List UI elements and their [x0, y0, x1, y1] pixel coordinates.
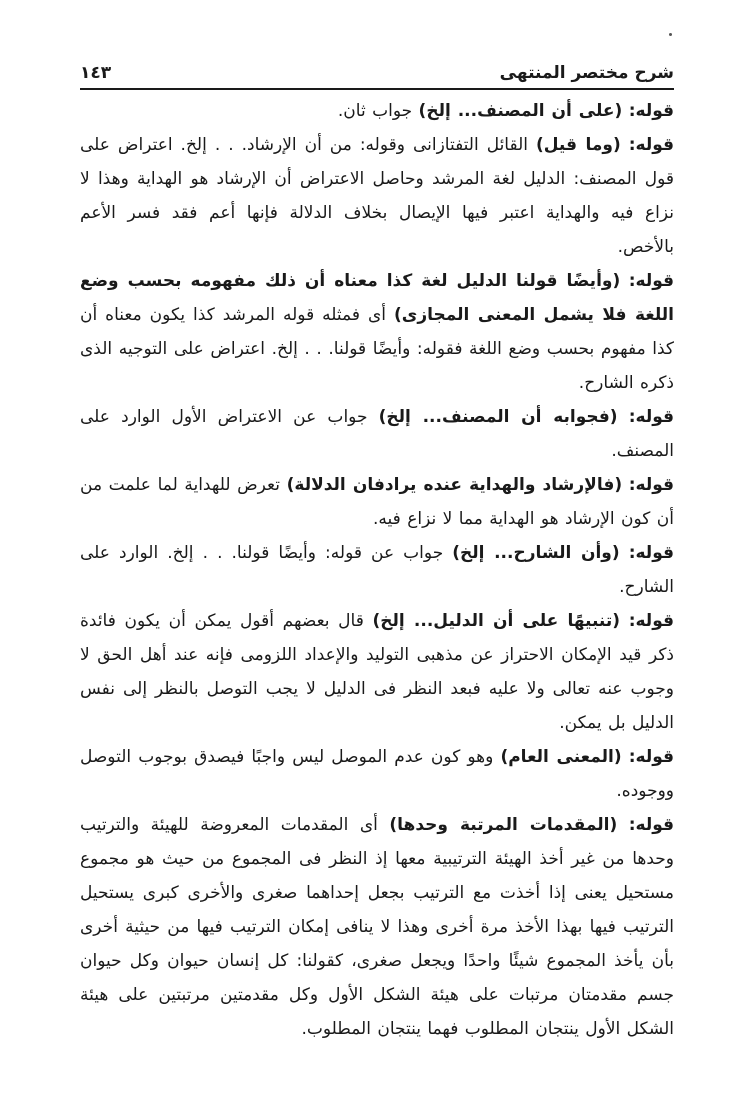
quoted-phrase: (على أن المصنف... إلخ)	[418, 101, 623, 121]
paragraph-label: قوله:	[628, 611, 674, 631]
quoted-phrase: (فالإرشاد والهداية عنده يرادفان الدلالة)	[286, 475, 623, 495]
paragraph-text: وهو كون عدم الموصل ليس واجبًا فيصدق بوجوب التوصل ووجوده.	[80, 747, 674, 801]
paragraph-text: جواب عن قوله: وأيضًا قولنا. . . إلخ. الوارد على الشارح.	[80, 543, 674, 597]
commentary-paragraph	[80, 400, 674, 468]
commentary-paragraph	[80, 468, 674, 536]
running-title: شرح مختصر المنتهى	[499, 63, 674, 83]
commentary-paragraph	[80, 94, 674, 128]
paragraph-text: القائل التفتازانى وقوله: من أن الإرشاد. . . إلخ. اعتراض على قول المصنف: الدليل لغة المرشد وحاصل الاعتراض أن الإرشاد هو الهداية وهذا لا نزاع فيه والهداية اعتبر فيها الإيصال بخلاف الدلالة فإنها أعم فقد فسر الأعم بالأخص.	[80, 135, 674, 257]
paragraph-label: قوله:	[628, 815, 675, 835]
paragraph-text: أى فمثله قوله المرشد كذا يكون معناه أن كذا مفهوم بحسب وضع اللغة فقوله: وأيضًا قولنا. . . إلخ. اعتراض على التوجيه الذى ذكره الشارح.	[80, 305, 674, 393]
paragraph-label: قوله:	[628, 101, 674, 121]
paragraph-text: تعرض للهداية لما علمت من أن كون الإرشاد هو الهداية مما لا نزاع فيه.	[80, 475, 674, 529]
paragraph-text: أى المقدمات المعروضة للهيئة والترتيب وحدها من غير أخذ الهيئة الترتيبية معها إذ النظر فى المجموع من حيث هو مجموع مستحيل يعنى إذا أخذت مع الترتيب بجعل إحداهما صغرى والأخرى كبرى يستحيل الترتيب فيها بهذا الأخذ مرة أخرى وهذا لا ينافى إمكان الترتيب فيها من حيثية أخرى بأن يأخذ المجموع شيئًا واحدًا ويجعل صغرى، كقولنا: كل إنسان حيوان وكل حيوان جسم مقدمتان مرتبات على هيئة الشكل الأول وكل مقدمتين مرتبتين على هيئة الشكل الأول ينتجان المطلوب فهما ينتجان المطلوب.	[80, 815, 674, 1039]
quoted-phrase: (وأيضًا قولنا الدليل لغة كذا معناه أن ذلك مفهومه بحسب وضع اللغة فلا يشمل المعنى المجازى)	[80, 271, 674, 325]
quoted-phrase: (وما قيل)	[535, 135, 621, 155]
commentary-paragraph	[80, 264, 674, 400]
quoted-phrase: (المعنى العام)	[500, 747, 622, 767]
quoted-phrase: (فجوابه أن المصنف... إلخ)	[378, 407, 618, 427]
commentary-paragraph	[80, 128, 674, 264]
quoted-phrase: (وأن الشارح... إلخ)	[452, 543, 620, 563]
paragraph-label: قوله:	[628, 747, 674, 767]
scan-speck	[669, 33, 672, 36]
commentary-paragraph	[80, 604, 674, 740]
paragraph-label: قوله:	[628, 543, 674, 563]
commentary-body	[80, 94, 674, 1046]
header-rule	[80, 88, 674, 90]
commentary-paragraph	[80, 740, 674, 808]
paragraph-label: قوله:	[628, 407, 675, 427]
paragraph-text: جواب عن الاعتراض الأول الوارد على المصنف.	[80, 407, 674, 461]
paragraph-label: قوله:	[628, 135, 674, 155]
quoted-phrase: (تنبيهًا على أن الدليل... إلخ)	[372, 611, 621, 631]
commentary-paragraph	[80, 808, 674, 1046]
page-number: ١٤٣	[80, 63, 112, 83]
paragraph-label: قوله:	[628, 475, 675, 495]
commentary-paragraph	[80, 536, 674, 604]
page-header	[80, 58, 674, 88]
paragraph-text: جواب ثان.	[337, 101, 413, 121]
quoted-phrase: (المقدمات المرتبة وحدها)	[389, 815, 618, 835]
paragraph-label: قوله:	[628, 271, 674, 291]
paragraph-text: قال بعضهم أقول يمكن أن يكون فائدة ذكر قيد الإمكان الاحتراز عن مذهبى التوليد والإعداد اللزومى فإنه عند أهل الحق لا وجوب عنه تعالى ولا عليه فبعد النظر فى الدليل لا يجب التوصل بالنظر إلى نفس الدليل بل يمكن.	[80, 611, 674, 733]
